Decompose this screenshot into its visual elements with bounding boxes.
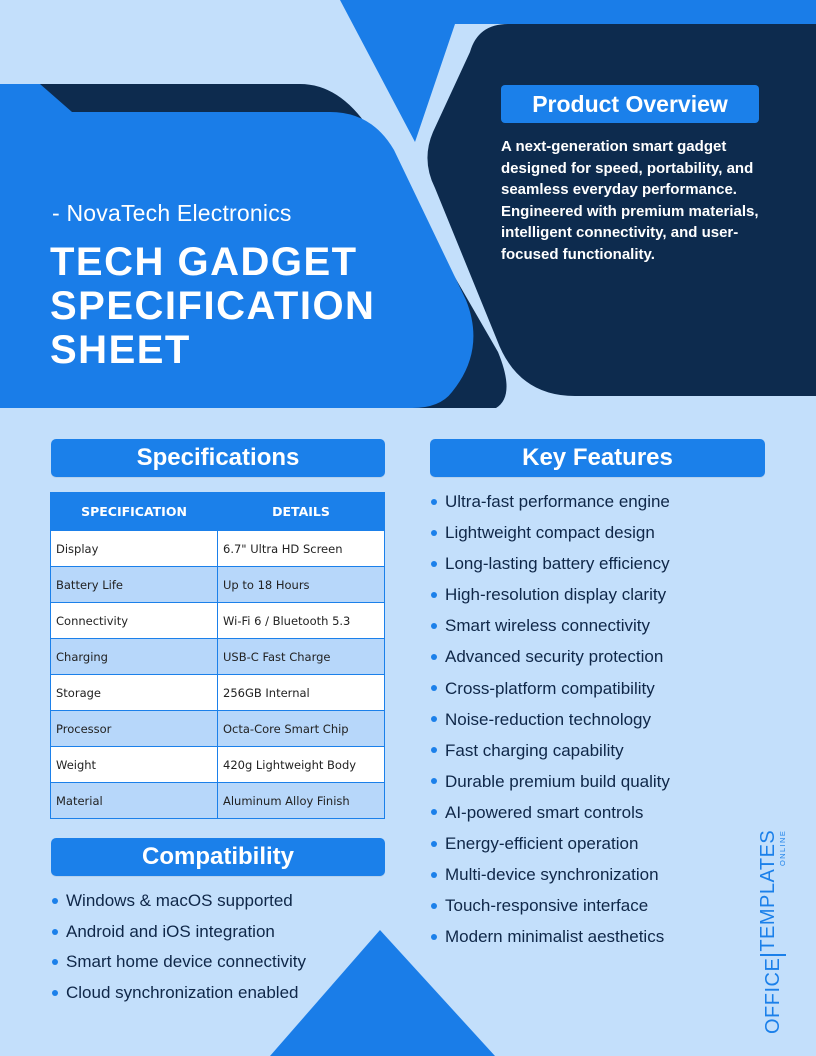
list-item: High-resolution display clarity: [430, 579, 670, 610]
list-item: Fast charging capability: [430, 735, 670, 766]
list-item: Long-lasting battery efficiency: [430, 548, 670, 579]
spec-name-cell: Weight: [51, 747, 218, 783]
logo-text-online: ONLINE: [778, 829, 787, 867]
list-item: Smart home device connectivity: [51, 947, 306, 978]
key-features-list: [430, 486, 670, 952]
table-row: [51, 567, 385, 603]
table-row: [51, 675, 385, 711]
spec-detail-cell: USB-C Fast Charge: [218, 639, 385, 675]
list-item: Android and iOS integration: [51, 917, 306, 948]
spec-name-cell: Connectivity: [51, 603, 218, 639]
list-item: Cross-platform compatibility: [430, 673, 670, 704]
column-header-details: DETAILS: [218, 493, 385, 531]
spec-name-cell: Battery Life: [51, 567, 218, 603]
list-item: Touch-responsive interface: [430, 890, 670, 921]
spec-name-cell: Storage: [51, 675, 218, 711]
page-title: TECH GADGET SPECIFICATION SHEET: [50, 240, 376, 372]
company-subtitle: - NovaTech Electronics: [52, 200, 292, 226]
logo-text-templates: TEMPLATES: [757, 829, 779, 952]
specifications-heading: Specifications: [51, 439, 385, 477]
list-item: Windows & macOS supported: [51, 886, 306, 917]
table-row: [51, 711, 385, 747]
key-features-heading: Key Features: [430, 439, 765, 477]
office-templates-logo: [756, 829, 790, 1034]
list-item: Ultra-fast performance engine: [430, 486, 670, 517]
list-item: Noise-reduction technology: [430, 704, 670, 735]
table-row: [51, 639, 385, 675]
spec-name-cell: Charging: [51, 639, 218, 675]
list-item: Cloud synchronization enabled: [51, 978, 306, 1009]
list-item: Energy-efficient operation: [430, 828, 670, 859]
overview-text: A next-generation smart gadget designed for speed, portability, and seamless everyday performance. Engineered with premium materials, intelligent connectivity, and user-focused functionality.: [501, 138, 759, 263]
column-header-specification: SPECIFICATION: [51, 493, 218, 531]
spec-detail-cell: 6.7" Ultra HD Screen: [218, 531, 385, 567]
spec-detail-cell: Aluminum Alloy Finish: [218, 783, 385, 819]
logo-divider: [760, 954, 786, 956]
overview-heading: Product Overview: [501, 85, 759, 123]
list-item: Multi-device synchronization: [430, 859, 670, 890]
list-item: Smart wireless connectivity: [430, 610, 670, 641]
logo-text-office: OFFICE: [762, 957, 784, 1034]
spec-detail-cell: 256GB Internal: [218, 675, 385, 711]
list-item: Durable premium build quality: [430, 766, 670, 797]
table-row: [51, 783, 385, 819]
spec-detail-cell: Octa-Core Smart Chip: [218, 711, 385, 747]
spec-detail-cell: 420g Lightweight Body: [218, 747, 385, 783]
list-item: Advanced security protection: [430, 641, 670, 672]
table-row: [51, 531, 385, 567]
compatibility-heading: Compatibility: [51, 838, 385, 876]
logo-right-block: [758, 830, 788, 952]
specifications-table: [50, 492, 385, 819]
spec-detail-cell: Wi-Fi 6 / Bluetooth 5.3: [218, 603, 385, 639]
spec-name-cell: Display: [51, 531, 218, 567]
compatibility-list: [51, 886, 306, 1008]
spec-name-cell: Processor: [51, 711, 218, 747]
table-header-row: [51, 493, 385, 531]
spec-name-cell: Material: [51, 783, 218, 819]
table-row: [51, 747, 385, 783]
spec-detail-cell: Up to 18 Hours: [218, 567, 385, 603]
list-item: AI-powered smart controls: [430, 797, 670, 828]
table-row: [51, 603, 385, 639]
list-item: Lightweight compact design: [430, 517, 670, 548]
list-item: Modern minimalist aesthetics: [430, 921, 670, 952]
